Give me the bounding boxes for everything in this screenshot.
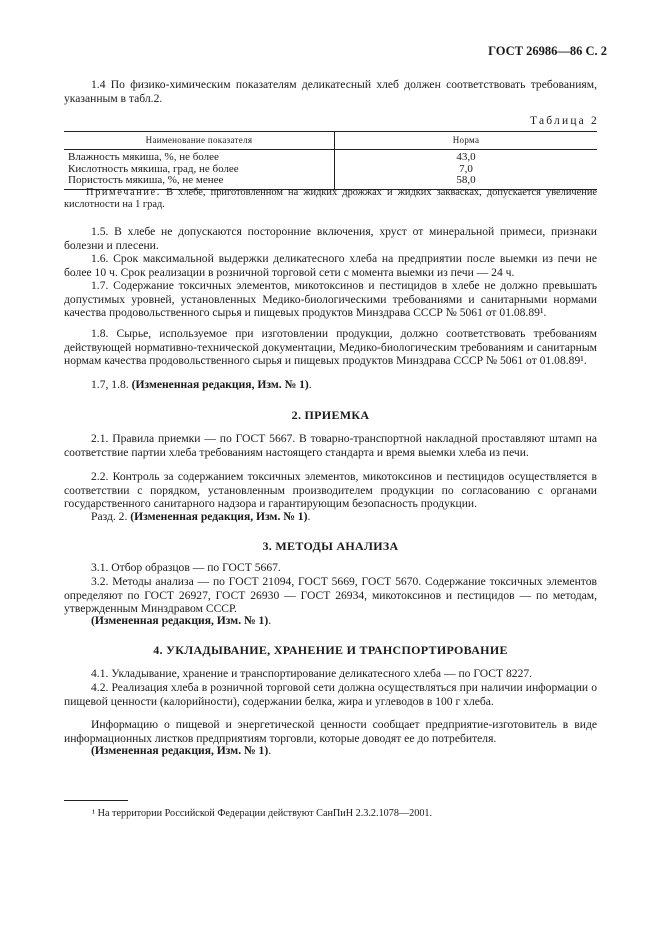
paragraph-2-1: 2.1. Правила приемки — по ГОСТ 5667. В товарно-транспортной накладной проставляют штамп на соответствие партии хлеба требованиям настоящего стандарта и время выемки хлеба из печи. xyxy=(64,432,597,459)
footnote-divider xyxy=(64,800,128,801)
table-cell-value: 43,0 xyxy=(456,151,476,163)
table-row xyxy=(64,150,597,164)
table-header-norm: Норма xyxy=(335,132,598,150)
table-cell-name: Влажность мякиша, %, не более xyxy=(64,150,335,164)
amendment-text: (Измененная редакция, Изм. № 1) xyxy=(91,614,269,627)
paragraph-1-8: 1.8. Сырье, используемое при изготовлении продукции, должно соответствовать требованиям действующей нормативно-технической документации, Медико-биологическим требованиям и санитарным нормам качества продовольственного сырья и пищевых продуктов Минздрава СССР № 5061 от 01.08.89¹. xyxy=(64,327,597,368)
amendment-text: (Измененная редакция, Изм. № 1) xyxy=(91,744,269,757)
indicators-table xyxy=(64,131,597,190)
table-caption: Таблица 2 xyxy=(530,115,599,127)
table-cell-name: Кислотность мякиша, град, не более xyxy=(64,164,335,176)
paragraph-1-6: 1.6. Срок максимальной выдержки деликатесного хлеба на предприятии после выемки из печи не более 10 ч. Срок реализации в розничной торговой сети с момента выемки из печи — 24 ч. xyxy=(64,252,597,279)
section-3-title: 3. МЕТОДЫ АНАЛИЗА xyxy=(262,539,399,553)
amendment-suffix: . xyxy=(307,510,311,523)
paragraph-3-2: 3.2. Методы анализа — по ГОСТ 21094, ГОСТ 5669, ГОСТ 5670. Содержание токсичных элементов определяют по ГОСТ 26927, ГОСТ 26930 — ГОСТ 26934, микотоксинов и пестицидов — по методам, утвержденным Минздравом СССР. xyxy=(64,575,597,616)
table-header-name: Наименование показателя xyxy=(64,132,335,150)
amendment-1-7-1-8 xyxy=(64,378,597,392)
page-header: ГОСТ 26986—86 С. 2 xyxy=(488,44,607,58)
table-cell-name: Пористость мякиша, %, не менее xyxy=(64,175,335,189)
amendment-section-2 xyxy=(64,510,597,524)
amendment-prefix: Разд. 2. xyxy=(91,510,131,523)
section-2-title: 2. ПРИЕМКА xyxy=(291,408,370,422)
footnote: ¹ На территории Российской Федерации действуют СанПиН 2.3.2.1078—2001. xyxy=(92,808,433,819)
table-note xyxy=(64,187,597,212)
paragraph-1-4: 1.4 По физико-химическим показателям деликатесный хлеб должен соответствовать требованиям, указанным в табл.2. xyxy=(64,78,597,105)
amendment-text: (Измененная редакция, Изм. № 1) xyxy=(130,510,308,523)
table-cell-value: 7,0 xyxy=(459,162,473,175)
amendment-prefix: 1.7, 1.8. xyxy=(91,378,132,391)
amendment-section-4 xyxy=(64,744,597,758)
amendment-section-3 xyxy=(64,614,597,628)
section-4-title: 4. УКЛАДЫВАНИЕ, ХРАНЕНИЕ И ТРАНСПОРТИРОВАНИЕ xyxy=(153,643,508,657)
paragraph-1-5: 1.5. В хлебе не допускаются посторонние включения, хруст от минеральной примеси, признаки болезни и плесени. xyxy=(64,225,597,252)
amendment-suffix: . xyxy=(308,378,312,391)
amendment-suffix: . xyxy=(268,744,272,757)
amendment-text: (Измененная редакция, Изм. № 1) xyxy=(131,378,309,391)
paragraph-3-1: 3.1. Отбор образцов — по ГОСТ 5667. xyxy=(91,561,281,574)
note-text: В хлебе, приготовленном на жидких дрожжах и жидких заквасках, допускается увеличение кислотности на 1 град. xyxy=(64,187,597,211)
paragraph-4-1: 4.1. Укладывание, хранение и транспортирование деликатесного хлеба — по ГОСТ 8227. xyxy=(91,667,533,680)
paragraph-1-7: 1.7. Содержание токсичных элементов, микотоксинов и пестицидов в хлебе не должно превышать допустимых уровней, установленных Медико-биологическими требованиями и санитарными нормами качества продовольственного сырья и пищевых продуктов Минздрава СССР № 5061 от 01.08.89¹. xyxy=(64,279,597,320)
note-label: Примечание. xyxy=(86,187,161,198)
paragraph-2-2: 2.2. Контроль за содержанием токсичных элементов, микотоксинов и пестицидов осуществляется в соответствии с порядком, установленным производителем продукции по согласованию с органами государственного санитарного надзора и гарантирующим безопасность продукции. xyxy=(64,470,597,511)
table-cell-value: 58,0 xyxy=(335,175,598,189)
paragraph-4-2: 4.2. Реализация хлеба в розничной торговой сети должна осуществляться при наличии информации о пищевой ценности (калорийности), содержании белка, жира и углеводов в 100 г хлеба. xyxy=(64,681,597,708)
paragraph-4-info: Информацию о пищевой и энергетической ценности сообщает предприятие-изготовитель в виде информационных листков предприятиям торговли, которые доводят ее до потребителя. xyxy=(64,718,597,745)
amendment-suffix: . xyxy=(268,614,272,627)
